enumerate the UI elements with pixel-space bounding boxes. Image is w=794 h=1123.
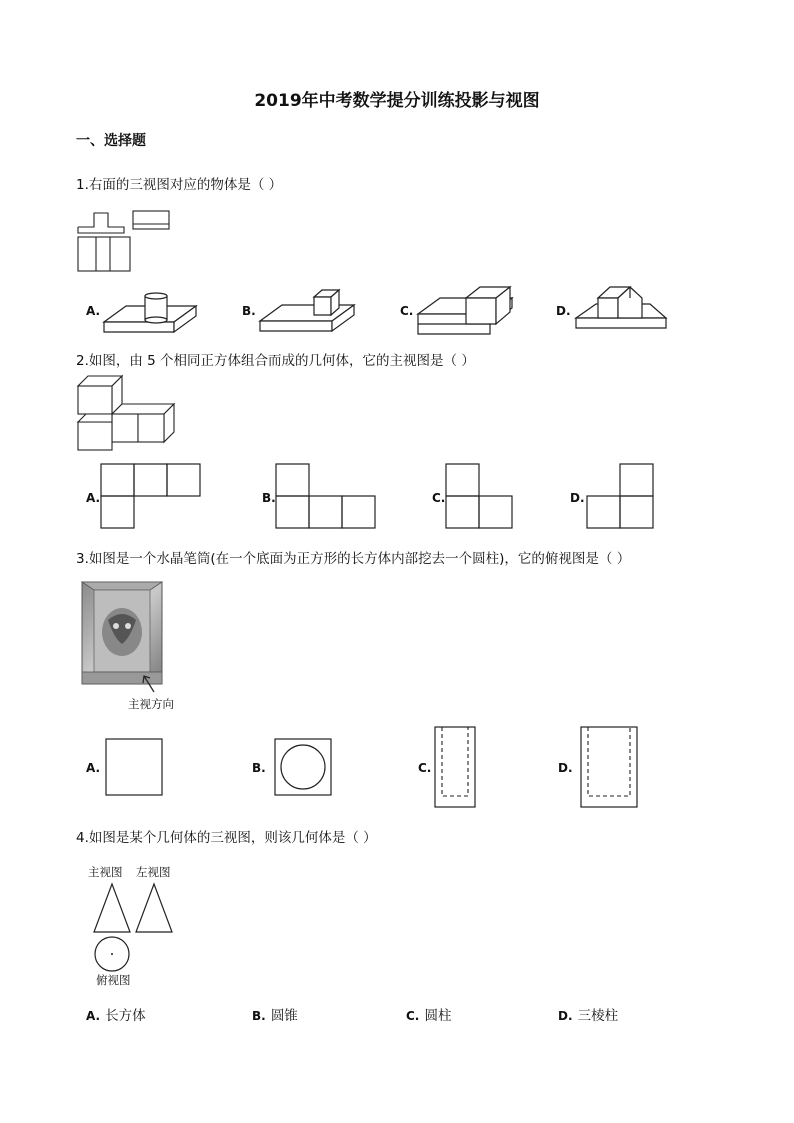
q2-option-c-label[interactable]: C. — [432, 491, 446, 505]
question-1-stem: 1.右面的三视图对应的物体是（ ） — [76, 177, 283, 193]
q2-option-d-label[interactable]: D. — [570, 491, 585, 505]
q2-option-b-label[interactable]: B. — [262, 491, 276, 505]
question-2-stem: 2.如图，由 5 个相同正方体组合而成的几何体，它的主视图是（ ） — [76, 353, 475, 369]
q3-option-c-figure — [434, 726, 478, 810]
q1-option-a-figure — [100, 290, 200, 336]
q3-view-direction-label: 主视方向 — [128, 697, 174, 711]
q1-option-b-label[interactable]: B. — [242, 304, 256, 318]
q4-top-view-label: 俯视图 — [96, 973, 131, 987]
q3-option-c-label[interactable]: C. — [418, 761, 432, 775]
q4-option-b-label: B. — [252, 1009, 266, 1023]
question-3-stem: 3.如图是一个水晶笔筒(在一个底面为正方形的长方体内部挖去一个圆柱)，它的俯视图是（ ） — [76, 551, 631, 567]
q3-option-b-figure — [274, 738, 334, 798]
q4-three-view-figure — [90, 882, 180, 972]
q4-option-a[interactable] — [86, 1004, 146, 1024]
q3-option-a-label[interactable]: A. — [86, 761, 101, 775]
q2-option-a-label[interactable]: A. — [86, 491, 101, 505]
q3-option-a-figure — [105, 738, 165, 798]
q4-option-d-label: D. — [558, 1009, 573, 1023]
q4-option-a-text: 长方体 — [105, 1008, 146, 1024]
q1-option-d-figure — [570, 284, 670, 338]
q1-option-c-figure — [414, 284, 516, 338]
q3-option-b-label[interactable]: B. — [252, 761, 266, 775]
q2-option-a-figure — [100, 463, 204, 529]
q4-option-c[interactable] — [406, 1004, 451, 1024]
question-4-stem: 4.如图是某个几何体的三视图，则该几何体是（ ） — [76, 830, 377, 846]
q3-view-direction-arrow — [140, 672, 160, 694]
page-title: 2019年中考数学提分训练投影与视图 — [254, 91, 540, 111]
q1-option-d-label[interactable]: D. — [556, 304, 571, 318]
q2-cube-stack-figure — [76, 376, 180, 452]
q4-option-b[interactable] — [252, 1004, 298, 1024]
q3-option-d-figure — [580, 726, 640, 810]
q4-option-d[interactable] — [558, 1004, 618, 1024]
q4-option-c-text: 圆柱 — [424, 1008, 452, 1024]
q3-option-d-label[interactable]: D. — [558, 761, 573, 775]
q4-option-b-text: 圆锥 — [270, 1008, 298, 1024]
q1-option-b-figure — [256, 285, 358, 335]
q2-option-d-figure — [586, 463, 658, 529]
q2-option-c-figure — [445, 463, 517, 529]
q4-front-view-label: 主视图 — [88, 865, 123, 879]
section-heading: 一、选择题 — [76, 133, 146, 149]
q4-option-c-label: C. — [406, 1009, 420, 1023]
q4-option-d-text: 三棱柱 — [577, 1008, 619, 1024]
q1-option-c-label[interactable]: C. — [400, 304, 414, 318]
q4-option-a-label: A. — [86, 1009, 101, 1023]
q2-option-b-figure — [275, 463, 379, 529]
q4-left-view-label: 左视图 — [136, 865, 171, 879]
q1-three-view-figure — [76, 205, 176, 275]
q1-option-a-label[interactable]: A. — [86, 304, 101, 318]
